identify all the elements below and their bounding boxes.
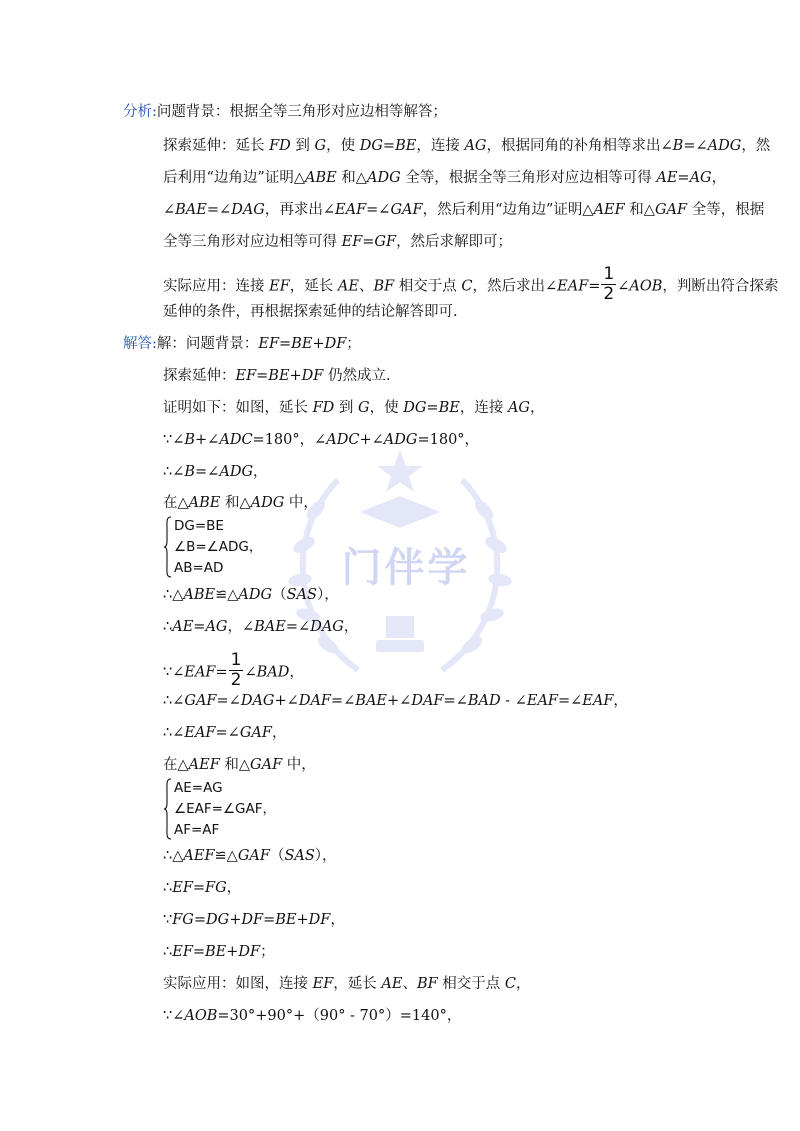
analysis-line-4: ∠BAE=∠DAG，再求出∠EAF=∠GAF，然后利用“边角边”证明△AEF 和△GAF 全等，根据 (163, 202, 765, 218)
answer-line-4: ∵∠B+∠ADC=180°，∠ADC+∠ADG=180°， (163, 432, 480, 448)
analysis-line-6: 实际应用：连接 EF，延长 AE、BF 相交于点 C，然后求出∠EAF= $\frac{1}{2}$ ∠AOB，判断出符合探索 (163, 264, 779, 304)
answer-line-2: 探索延伸：EF=BE+DF 仍然成立. (163, 368, 391, 384)
answer-line-7: ∴△ABE≌△ADG（SAS）， (163, 587, 339, 603)
equation-row: AB=AD (174, 560, 224, 576)
answer-line-15: ∵FG=DG+DF=BE+DF， (163, 912, 345, 928)
equation-row: DG=BE (174, 518, 224, 534)
left-brace-icon (163, 516, 172, 578)
fraction-half: $\frac{1}{2}$ (230, 650, 242, 690)
answer-line-11: ∴∠EAF=∠GAF， (163, 725, 287, 741)
analysis-line-2: 探索延伸：延长 FD 到 G，使 DG=BE，连接 AG，根据同角的补角相等求出∠B=∠ADG，然 (163, 138, 771, 154)
answer-line-10: ∴∠GAF=∠DAG+∠DAF=∠BAE+∠DAF=∠BAD - ∠EAF=∠EAF， (163, 693, 628, 709)
answer-line-14: ∴EF=FG， (163, 880, 242, 896)
fraction-half: $\frac{1}{2}$ (603, 264, 615, 304)
answer-line-1: 解答:解：问题背景：EF=BE+DF； (123, 336, 361, 352)
answer-line-5: ∴∠B=∠ADG， (163, 464, 268, 480)
equation-row: ∠B=∠ADG， (174, 539, 263, 555)
answer-line-16: ∴EF=BE+DF； (163, 944, 275, 960)
equation-row: AE=AG (174, 780, 223, 796)
answer-line-12: 在△AEF 和△GAF 中， (163, 757, 316, 773)
answer-line-13: ∴△AEF≌△GAF（SAS）， (163, 848, 337, 864)
analysis-label: 分析: (123, 104, 157, 120)
left-brace-icon (163, 778, 172, 840)
answer-line-9: ∵∠EAF= $\frac{1}{2}$ ∠BAD， (163, 650, 304, 690)
answer-line-3: 证明如下：如图，延长 FD 到 G，使 DG=BE，连接 AG， (163, 400, 545, 416)
answer-line-6: 在△ABE 和△ADG 中， (163, 495, 318, 511)
answer-label: 解答: (123, 336, 157, 352)
analysis-line-7: 延伸的条件，再根据探索延伸的结论解答即可. (163, 304, 458, 320)
answer-line-8: ∴AE=AG，∠BAE=∠DAG， (163, 619, 359, 635)
analysis-line-3: 后利用“边角边”证明△ABE 和△ADG 全等，根据全等三角形对应边相等可得 AE=AG， (163, 170, 727, 186)
answer-line-18: ∵∠AOB=30°+90°+（90° - 70°）=140°， (163, 1008, 462, 1024)
analysis-line-5: 全等三角形对应边相等可得 EF=GF，然后求解即可； (163, 234, 513, 250)
answer-line-17: 实际应用：如图，连接 EF，延长 AE、BF 相交于点 C， (163, 976, 531, 992)
analysis-line-1: 分析:问题背景：根据全等三角形对应边相等解答； (123, 104, 447, 120)
equation-row: AF=AF (174, 822, 220, 838)
watermark-text: 门伴学 (341, 545, 471, 591)
equation-row: ∠EAF=∠GAF， (174, 801, 277, 817)
